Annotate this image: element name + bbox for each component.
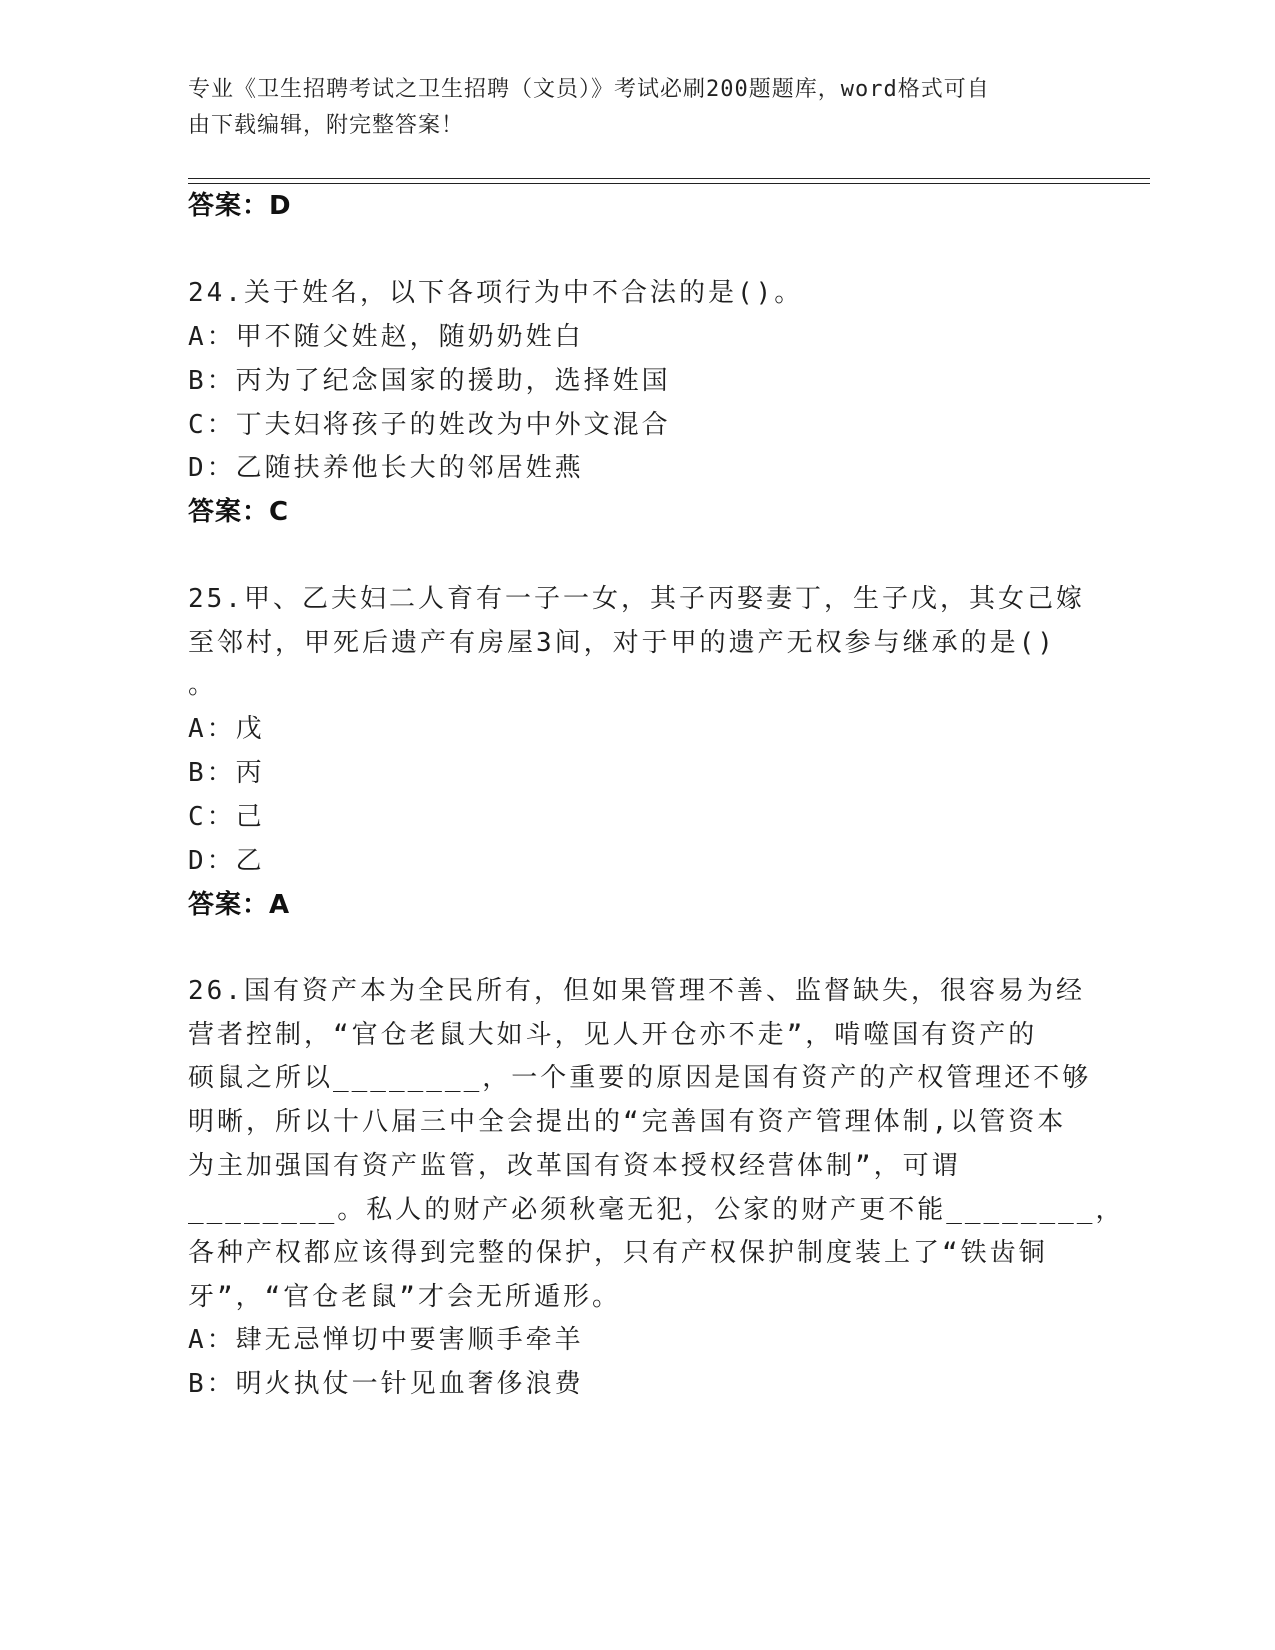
question-25-option-b: B：丙 bbox=[188, 758, 265, 788]
question-24-option-d: D：乙随扶养他长大的邻居姓燕 bbox=[188, 453, 584, 483]
question-26-option-b: B：明火执仗一针见血奢侈浪费 bbox=[188, 1369, 584, 1399]
header-line-2: 由下载编辑，附完整答案！ bbox=[188, 113, 465, 138]
question-26-stem-line-5: 为主加强国有资产监管，改革国有资本授权经营体制”，可谓 bbox=[188, 1151, 961, 1181]
question-25-stem-line-1: 25.甲、乙夫妇二人育有一子一女，其子丙娶妻丁，生子戊，其女己嫁 bbox=[188, 584, 1085, 614]
question-24-answer: 答案：C bbox=[188, 497, 290, 527]
question-25-answer: 答案：A bbox=[188, 890, 291, 920]
question-25-option-c: C：己 bbox=[188, 802, 265, 832]
question-24-option-c: C：丁夫妇将孩子的姓改为中外文混合 bbox=[188, 410, 671, 440]
document-header bbox=[188, 72, 1068, 144]
question-25-stem-line-2: 至邻村，甲死后遗产有房屋3间，对于甲的遗产无权参与继承的是() bbox=[188, 628, 1056, 658]
question-26-stem-line-8: 牙”，“官仓老鼠”才会无所遁形。 bbox=[188, 1282, 621, 1312]
previous-answer: 答案：D bbox=[188, 191, 292, 221]
question-26-stem-line-2: 营者控制，“官仓老鼠大如斗，见人开仓亦不走”，啃噬国有资产的 bbox=[188, 1020, 1038, 1050]
question-24-stem: 24.关于姓名，以下各项行为中不合法的是()。 bbox=[188, 278, 804, 308]
question-24-option-b: B：丙为了纪念国家的援助，选择姓国 bbox=[188, 366, 671, 396]
question-26-stem-line-6: ________。私人的财产必须秋毫无犯，公家的财产更不能________， bbox=[188, 1195, 1125, 1225]
question-25-option-d: D：乙 bbox=[188, 846, 265, 876]
question-26-stem-line-7: 各种产权都应该得到完整的保护，只有产权保护制度装上了“铁齿铜 bbox=[188, 1238, 1048, 1268]
question-24-option-a: A：甲不随父姓赵，随奶奶姓白 bbox=[188, 322, 584, 352]
header-rule-bottom bbox=[188, 183, 1150, 184]
question-26-option-a: A：肆无忌惮切中要害顺手牵羊 bbox=[188, 1325, 584, 1355]
question-25-option-a: A：戊 bbox=[188, 714, 265, 744]
question-25-stem-line-3: 。 bbox=[188, 670, 218, 700]
header-rule-top bbox=[188, 178, 1150, 179]
question-26-stem-line-1: 26.国有资产本为全民所有，但如果管理不善、监督缺失，很容易为经 bbox=[188, 976, 1085, 1006]
header-line-1: 专业《卫生招聘考试之卫生招聘（文员）》考试必刷200题题库，word格式可自 bbox=[188, 77, 990, 102]
question-26-stem-line-4: 明晰，所以十八届三中全会提出的“完善国有资产管理体制,以管资本 bbox=[188, 1107, 1067, 1137]
question-26-stem-line-3: 硕鼠之所以________，一个重要的原因是国有资产的产权管理还不够 bbox=[188, 1063, 1092, 1093]
